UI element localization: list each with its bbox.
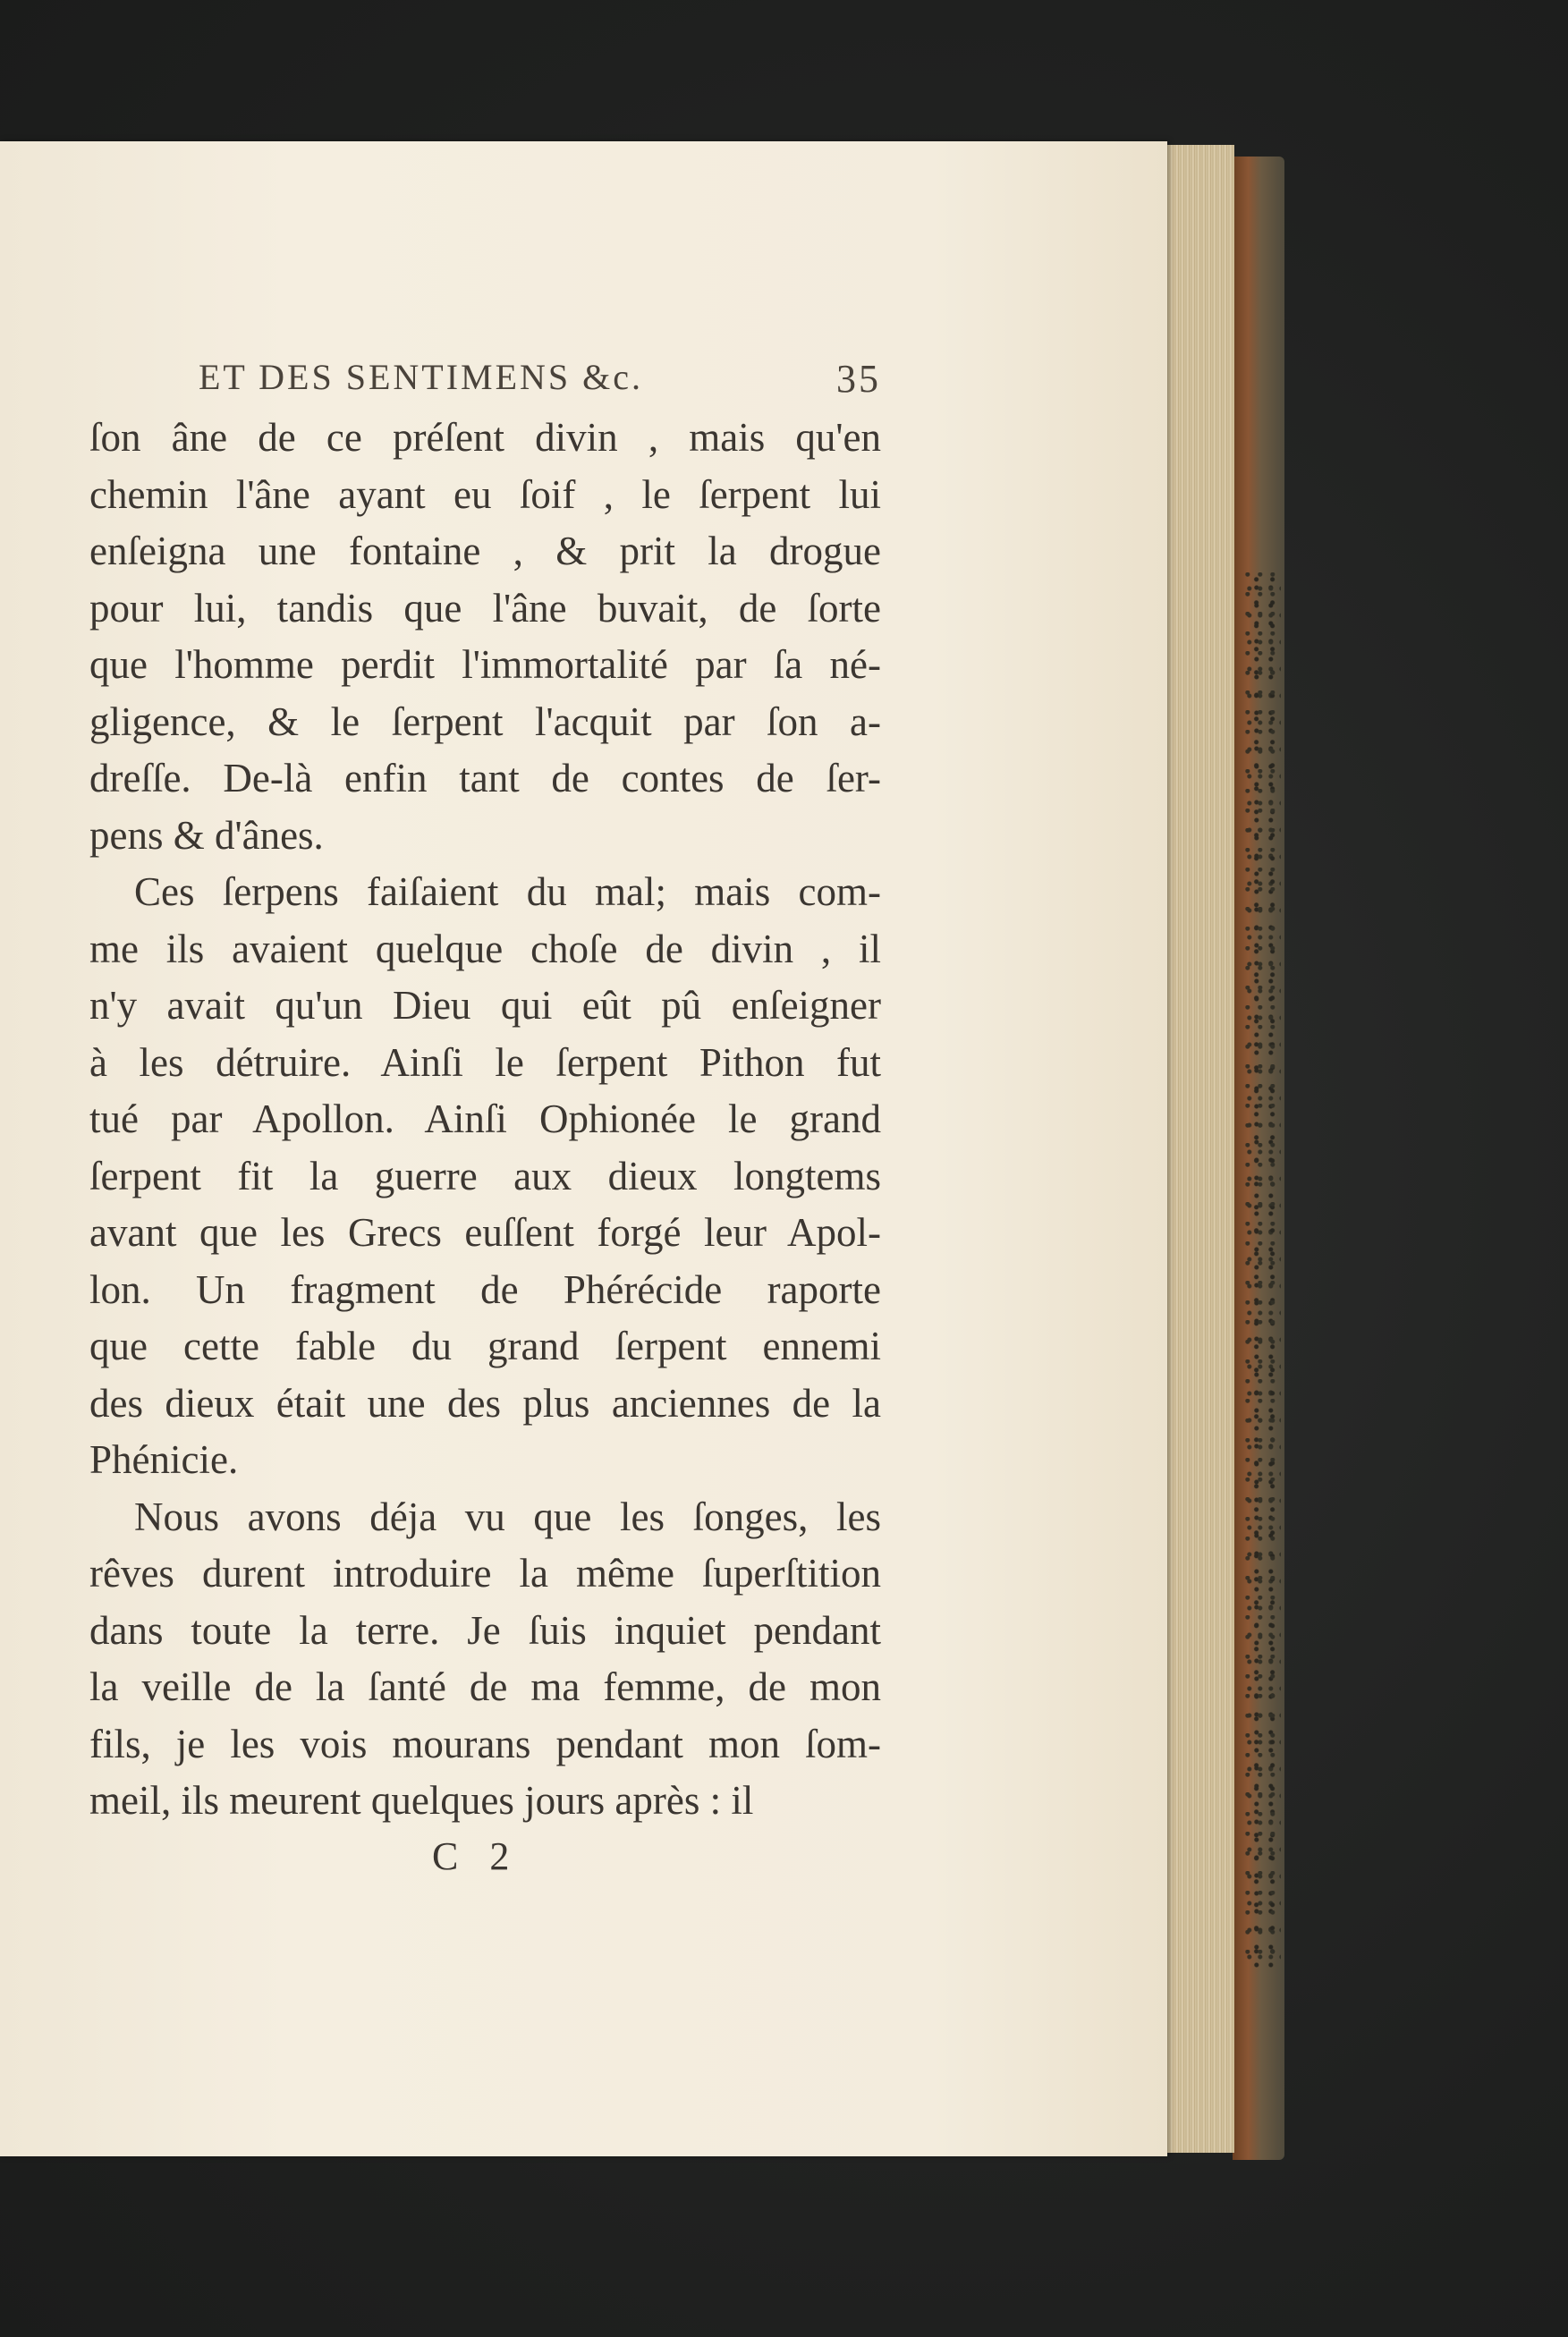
running-head [89,356,881,410]
paragraph [89,1489,881,1830]
cover-marbling [1245,572,1281,1968]
text-line: chemin l'âne ayant eu ſoif , le ſerpent lui [89,471,881,517]
text-line: tué par Apollon. Ainſi Ophionée le grand [89,1097,881,1141]
text-line: pens & d'ânes. [89,812,324,858]
text-line: meil, ils meurent quelques jours après : il [89,1778,754,1823]
signature-mark: C 2 [432,1833,521,1878]
text-line: des dieux était une des plus anciennes de la [89,1380,881,1426]
text-line: Nous avons déja vu que les ſonges, les [134,1494,881,1539]
paragraph [89,410,881,864]
text-line: à les détruire. Ainſi le ſerpent Pithon fut [89,1039,881,1085]
text-line: ſon âne de ce préſent divin , mais qu'en [89,415,881,460]
text-line: n'y avait qu'un Dieu qui eût pû enſeigner [89,983,881,1028]
text-block [89,356,881,1884]
text-line: que cette fable du grand ſerpent ennemi [89,1324,881,1368]
text-line: Phénicie. [89,1437,239,1482]
text-line: pour lui, tandis que l'âne buvait, de ſorte [89,585,881,631]
text-line: dreſſe. De-là enfin tant de contes de ſer- [89,756,881,800]
paragraph [89,864,881,1489]
text-line: gligence, & le ſerpent l'acquit par ſon a- [89,699,881,744]
text-line: ſerpent fit la guerre aux dieux longtems [89,1153,881,1198]
body-text [89,410,881,1830]
text-line: me ils avaient quelque choſe de divin , il [89,926,881,971]
text-line: avant que les Grecs euſſent forgé leur Apol- [89,1210,881,1255]
text-line: lon. Un fragment de Phérécide raporte [89,1266,881,1312]
text-line: la veille de la ſanté de ma femme, de mon [89,1664,881,1709]
text-line: rêves durent introduire la même ſuperſtition [89,1551,881,1596]
running-title: ET DES SENTIMENS &c. [199,357,644,397]
text-line: fils, je les vois mourans pendant mon ſom- [89,1721,881,1766]
text-line: dans toute la terre. Je ſuis inquiet pendant [89,1607,881,1653]
page-edges [1163,145,1234,2153]
text-line: Ces ſerpens faiſaient du mal; mais com- [134,869,881,914]
text-line: que l'homme perdit l'immortalité par ſa né- [89,642,881,687]
page-number: 35 [836,357,881,401]
text-line: enſeigna une fontaine , & prit la drogue [89,529,881,573]
